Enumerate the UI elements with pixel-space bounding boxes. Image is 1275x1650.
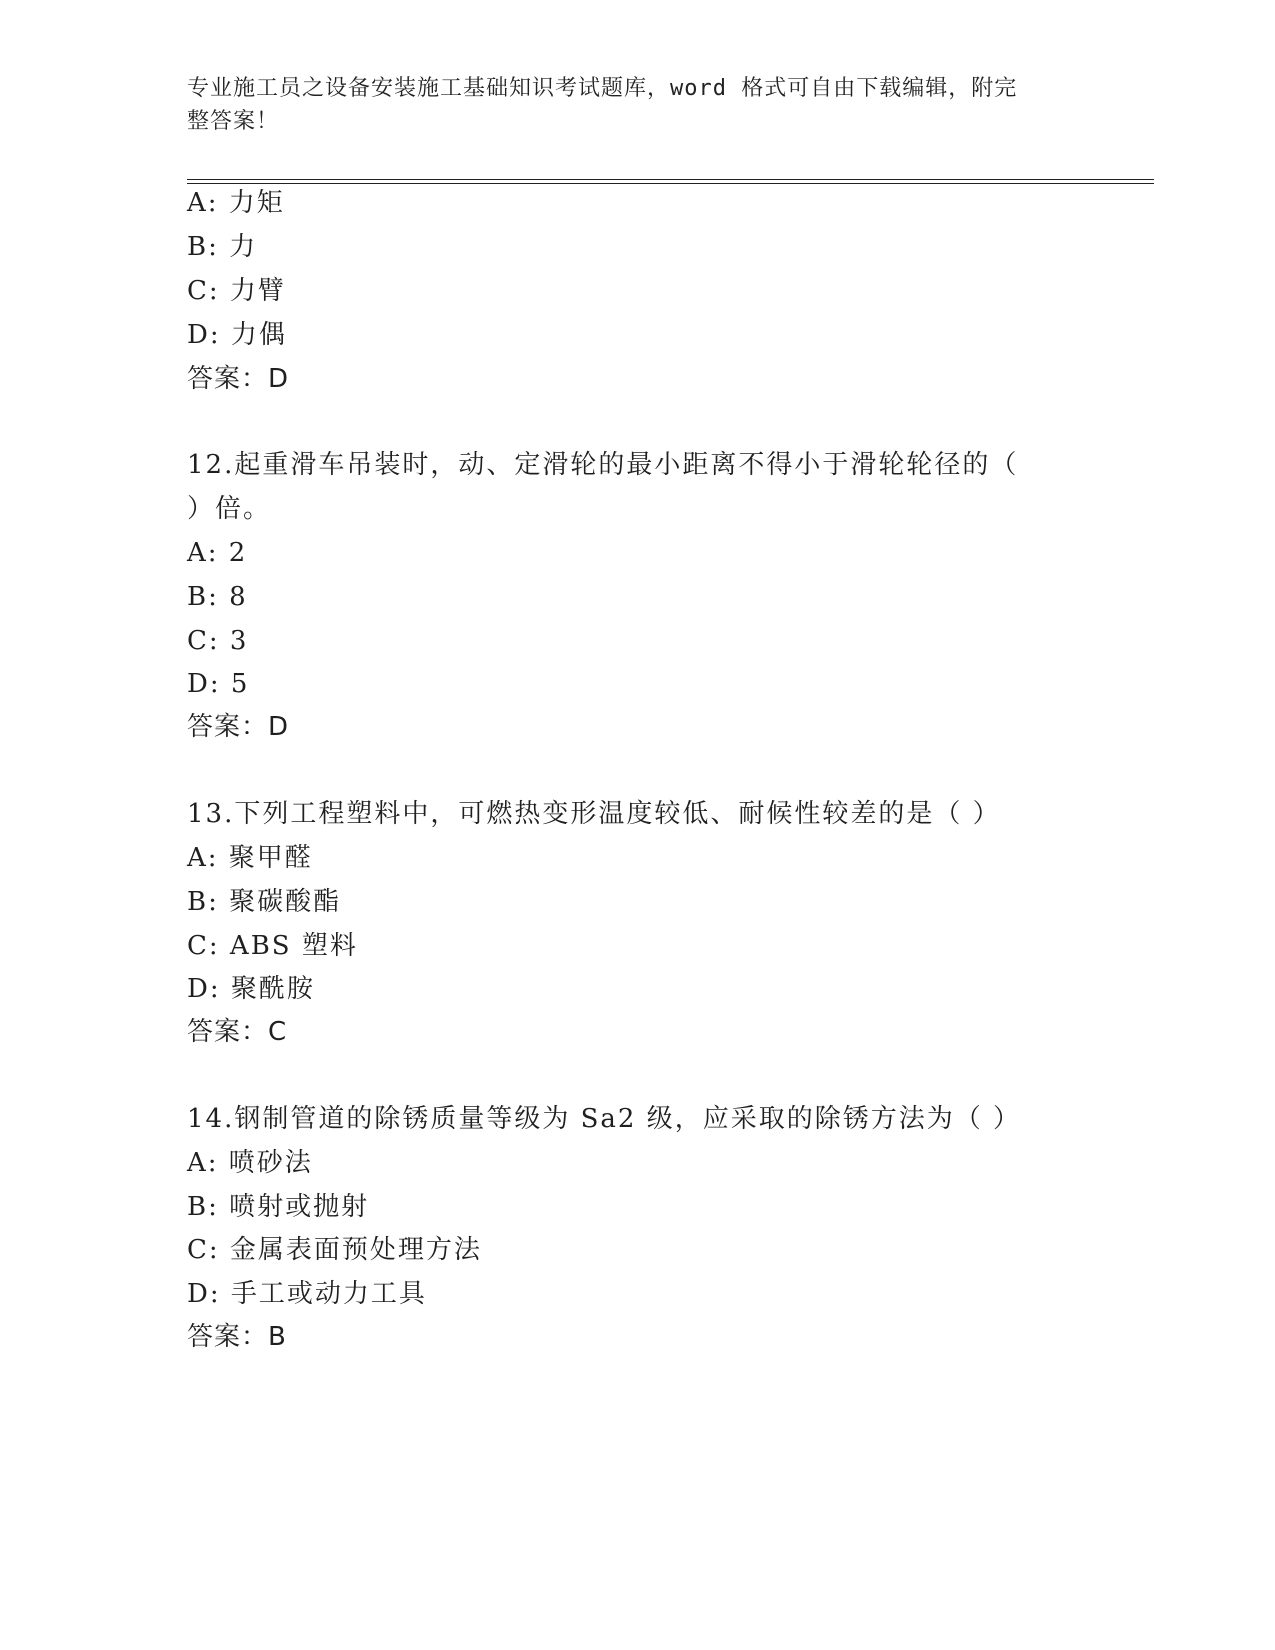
q12-stem-line-2: ）倍。: [187, 494, 272, 524]
q14-option-d: D: 手工或动力工具: [187, 1279, 427, 1309]
q12-answer: 答案：D: [187, 712, 290, 742]
header-divider-top: [187, 179, 1154, 180]
q11-option-b: B: 力: [187, 232, 258, 262]
header-line-1: 专业施工员之设备安装施工基础知识考试题库，word 格式可自由下载编辑，附完: [187, 76, 1018, 101]
q11-option-d: D: 力偶: [187, 320, 287, 350]
q13-option-d: D: 聚酰胺: [187, 974, 315, 1004]
q12-option-b: B: 8: [187, 582, 248, 612]
q14-answer: 答案：B: [187, 1322, 287, 1352]
q12-stem-line-1: 12.起重滑车吊装时，动、定滑轮的最小距离不得小于滑轮轮径的（: [187, 450, 1019, 480]
q11-answer: 答案：D: [187, 364, 290, 394]
q11-option-a: A: 力矩: [187, 188, 285, 218]
q12-option-d: D: 5: [187, 669, 250, 699]
q13-option-b: B: 聚碳酸酯: [187, 887, 342, 917]
q14-option-c: C: 金属表面预处理方法: [187, 1235, 482, 1265]
header-line-2: 整答案！: [187, 109, 280, 134]
q13-option-c: C: ABS 塑料: [187, 931, 358, 961]
q12-option-c: C: 3: [187, 626, 249, 656]
q11-option-c: C: 力臂: [187, 276, 286, 306]
q14-option-b: B: 喷射或抛射: [187, 1192, 370, 1222]
q14-stem: 14.钢制管道的除锈质量等级为 Sa2 级，应采取的除锈方法为（ ）: [187, 1104, 1021, 1134]
q12-option-a: A: 2: [187, 538, 248, 568]
document-header: [187, 72, 1067, 138]
q14-option-a: A: 喷砂法: [187, 1148, 313, 1178]
q13-option-a: A: 聚甲醛: [187, 843, 313, 873]
q13-answer: 答案：C: [187, 1017, 288, 1047]
header-divider-bottom: [187, 183, 1154, 184]
q13-stem: 13.下列工程塑料中，可燃热变形温度较低、耐候性较差的是（ ）: [187, 799, 1001, 829]
